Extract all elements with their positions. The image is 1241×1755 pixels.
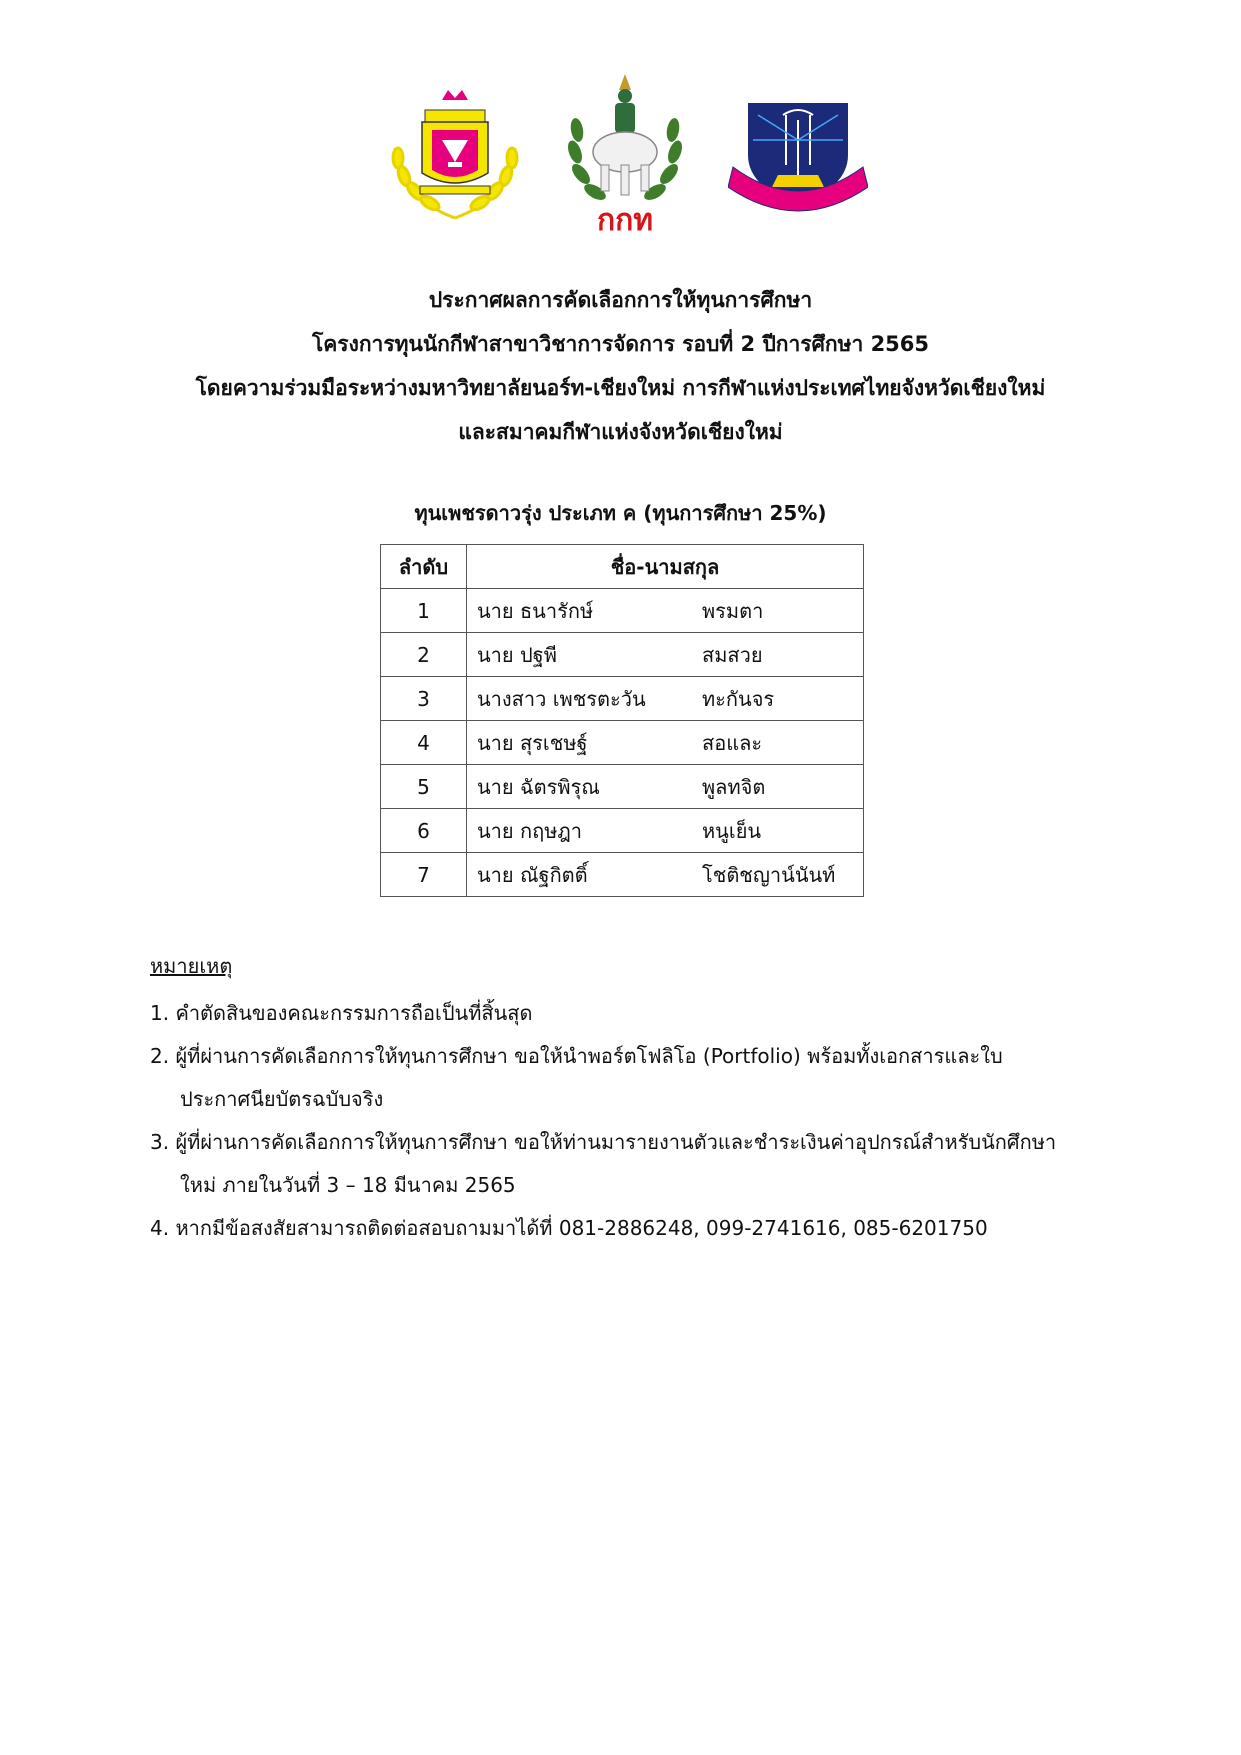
recipient-table: [380, 544, 864, 897]
row-name: [467, 633, 864, 677]
sports-association-logo: [728, 95, 868, 220]
title-line-4: และสมาคมกีฬาแห่งจังหวัดเชียงใหม่: [458, 420, 783, 444]
column-header-no: ลำดับ: [381, 545, 467, 589]
title-line-3: โดยความร่วมมือระหว่างมหาวิทยาลัยนอร์ท-เชียงใหม่ การกีฬาแห่งประเทศไทยจังหวัดเชียงใหม่: [195, 376, 1046, 400]
given-name: นางสาว เพชรตะวัน: [477, 686, 646, 711]
note-item-3-continued: ใหม่ ภายในวันที่ 3 – 18 มีนาคม 2565: [180, 1173, 516, 1197]
notes-section: [150, 950, 1100, 1250]
table-row: [381, 765, 864, 809]
note-item-2: 2. ผู้ที่ผ่านการคัดเลือกการให้ทุนการศึกษา ขอให้นำพอร์ตโฟลิโอ (Portfolio) พร้อมทั้งเอกสารและใบ: [150, 1044, 1003, 1068]
column-header-name: ชื่อ-นามสกุล: [467, 545, 864, 589]
note-item-1: 1. คำตัดสินของคณะกรรมการถือเป็นที่สิ้นสุด: [150, 1001, 533, 1025]
sports-association-shield-icon: [728, 95, 868, 220]
row-name: [467, 809, 864, 853]
scholarship-title: ทุนเพชรดาวรุ่ง ประเภท ค (ทุนการศึกษา 25%): [414, 501, 827, 525]
surname: พูลทจิต: [702, 774, 766, 799]
row-name: [467, 765, 864, 809]
surname: โชติชญาน์นันท์: [702, 862, 836, 887]
notes-heading: หมายเหตุ: [150, 954, 233, 978]
given-name: นาย กฤษฎา: [477, 818, 583, 843]
university-logo: [380, 88, 530, 228]
table-row: [381, 853, 864, 897]
given-name: นาย สุรเชษฐ์: [477, 730, 588, 755]
surname: ทะกันจร: [702, 686, 775, 711]
table-row: [381, 677, 864, 721]
given-name: นาย ธนารักษ์: [477, 598, 594, 623]
table-header-row: [381, 545, 864, 589]
logo-row: [0, 70, 1241, 245]
title-line-2: โครงการทุนนักกีฬาสาขาวิชาการจัดการ รอบที่ 2 ปีการศึกษา 2565: [311, 332, 930, 356]
row-number: 5: [381, 765, 467, 809]
row-name: [467, 853, 864, 897]
row-name: [467, 677, 864, 721]
table-row: [381, 721, 864, 765]
row-number: 4: [381, 721, 467, 765]
surname: หนูเย็น: [702, 818, 762, 843]
university-crest-icon: [380, 88, 530, 228]
table-row: [381, 633, 864, 677]
row-number: 7: [381, 853, 467, 897]
row-name: [467, 589, 864, 633]
row-number: 3: [381, 677, 467, 721]
authority-logo-text: กกท: [596, 203, 654, 238]
note-item-2-continued: ประกาศนียบัตรฉบับจริง: [180, 1087, 384, 1111]
row-number: 1: [381, 589, 467, 633]
table-row: [381, 809, 864, 853]
announcement-title: [0, 278, 1241, 454]
sports-authority-emblem-icon: [555, 70, 695, 240]
row-number: 2: [381, 633, 467, 677]
note-item-3: 3. ผู้ที่ผ่านการคัดเลือกการให้ทุนการศึกษา ขอให้ท่านมารายงานตัวและชำระเงินค่าอุปกรณ์สำหรับนักศึกษา: [150, 1130, 1057, 1154]
row-name: [467, 721, 864, 765]
sports-authority-logo: [555, 70, 695, 240]
row-number: 6: [381, 809, 467, 853]
surname: สอและ: [702, 730, 763, 755]
surname: สมสวย: [702, 642, 763, 667]
table-row: [381, 589, 864, 633]
given-name: นาย ฉัตรพิรุณ: [477, 774, 600, 799]
note-item-4: 4. หากมีข้อสงสัยสามารถติดต่อสอบถามมาได้ที่ 081-2886248, 099-2741616, 085-6201750: [150, 1216, 988, 1240]
given-name: นาย ปฐพี: [477, 642, 557, 667]
title-line-1: ประกาศผลการคัดเลือกการให้ทุนการศึกษา: [428, 288, 813, 312]
given-name: นาย ณัฐกิตติ์: [477, 862, 588, 887]
surname: พรมตา: [702, 598, 764, 623]
